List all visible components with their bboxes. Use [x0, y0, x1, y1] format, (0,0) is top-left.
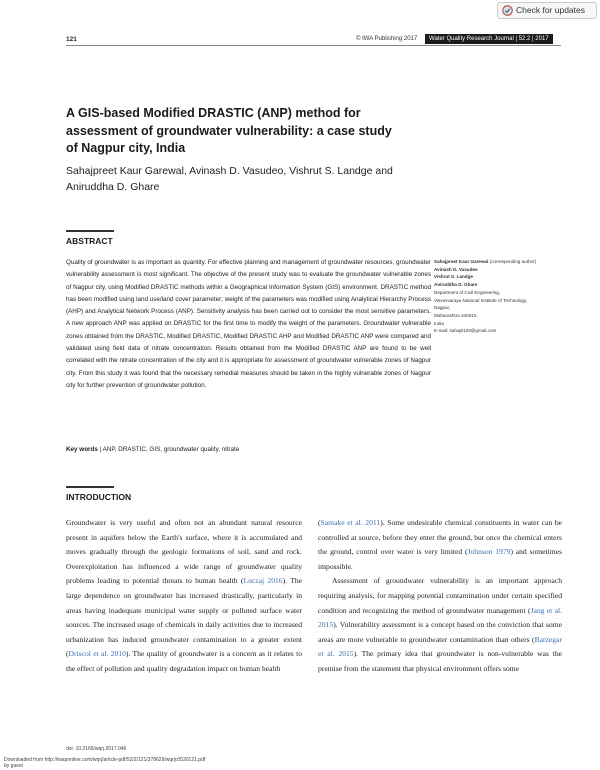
intro-left-column: Groundwater is very useful and often not an abundant natural resource present in aquifers below the Earth's surface, where it is accumulated and moves gradually through the geologic formations of soil, sand and rock. Overexploitation has influenced a wide range of groundwater quality problems leading to potential threats to human health (Luczaj 2016). The large dependence on groundwater has increased drastically, particularly in areas having inadequate municipal water supply or polluted surface water sources. The increased usage of chemicals in daily activities due to increased urbanization has induced groundwater contamination to a greater extent (Driscol et al. 2010). The quality of groundwater is a concern as it relates to the effect of pollution and quality degradation impact on human health — [66, 518, 302, 673]
abstract-rule — [66, 230, 114, 232]
download-note — [4, 757, 205, 769]
affil-author-4: Aniruddha D. Ghare — [434, 282, 478, 288]
citation-link[interactable]: Jang et al. 2015 — [318, 605, 563, 630]
citation-link[interactable]: Barzegar et al. 2015 — [318, 634, 562, 659]
keywords-values: | ANP, DRASTIC, GIS, groundwater quality, nitrate — [99, 446, 240, 453]
affil-author-3: Vishrut S. Landge — [434, 274, 473, 280]
check-for-updates-badge[interactable] — [497, 2, 597, 19]
header-rule — [66, 45, 561, 46]
affil-institute: Visvesvaraya National Institute of Technology, — [434, 297, 528, 303]
journal-banner: Water Quality Research Journal | 52.2 | 2017 — [425, 34, 553, 44]
affil-state: Maharashtra 440010, — [434, 312, 478, 318]
keywords-label: Key words — [66, 446, 98, 453]
affil-dept: Department of Civil Engineering, — [434, 289, 501, 295]
doi-line[interactable]: doi: 10.2166/wqrj.2017.046 — [66, 746, 127, 752]
intro-right-paragraph-2: Assessment of groundwater vulnerability is an important approach requiring analysis, for mapping potential contamination under certain specified condition and recognizing the method of groundwater management (Jang et al. 2015). Vulnerability assessment is a concept based on the conviction that some areas are more vulnerable to groundwater contamination than others (Barzegar et al. 2015). The primary idea that groundwater is non-vulnerable was the premise from the statement that physical environment offers some — [318, 576, 563, 673]
check-updates-icon — [502, 5, 513, 16]
author-list: Sahajpreet Kaur Garewal, Avinash D. Vasudeo, Vishrut S. Landge and Aniruddha D. Ghare — [66, 165, 393, 193]
affil-author-1: Sahajpreet Kaur Garewal (corresponding author) — [434, 259, 537, 264]
author-affiliations — [434, 258, 564, 335]
abstract-text: Quality of groundwater is as important as quantity. For effective planning and management of groundwater resources, groundwater vulnerability assessment is most significant. The objective of the present study was to evaluate the groundwater vulnerable zones of Nagpur city, using Modified DRASTIC methods within a Geographical Information System (GIS) environment. DRASTIC method has been modified using land use/land cover parameter; weight of the parameters was modified using Analytical Hierarchy Process (AHP) and Analytical Network Process (ANP). Sensitivity analysis has been carried out to consider the most sensitive parameters. A new approach ANP was applied on DRASTIC for the first time to modify the weight of the parameters. Groundwater vulnerable zones obtained from the DRASTIC, Modified DRASTIC, Modified DRASTIC AHP and Modified DRASTIC ANP were compared and validated using field data of nitrate concentration. Results obtained from the Modified DRASTIC ANP are found to be well correlated with the nitrate concentration of the city and it is appropriate for assessment of groundwater vulnerable zones of Nagpur city. From this study it was found that the necessary remedial measures should be taken in the highly vulnerable zones of Nagpur city for further prevention of groundwater pollution. — [66, 259, 431, 389]
affil-author-2: Avinash D. Vasudeo — [434, 266, 478, 272]
abstract-heading: ABSTRACT — [66, 236, 113, 246]
introduction-rule — [66, 486, 114, 488]
affil-city: Nagpur, — [434, 305, 451, 311]
download-url[interactable]: Downloaded from http://iwaponline.com/wqrj/article-pdf/52/2/121/378629/wqrjc0520121.pdf — [4, 757, 206, 763]
article-title: A GIS-based Modified DRASTIC (ANP) method for assessment of groundwater vulnerability: a case study of Nagpur city, India — [66, 106, 392, 155]
page-number: 121 — [66, 36, 77, 43]
introduction-heading: INTRODUCTION — [66, 492, 132, 502]
affil-email[interactable]: E-mail: sahaj0129@gmail.com — [434, 328, 497, 334]
affil-country: India — [434, 320, 444, 326]
citation-link[interactable]: Samake et al. 2011 — [320, 518, 381, 527]
publisher-line: © IWA Publishing 2017 — [356, 36, 418, 42]
citation-link[interactable]: Johnson 1979 — [467, 547, 511, 557]
intro-right-column: (Samake et al. 2011). Some undesirable chemical constituents in water can be controlled at source, before they enter the ground, but once the chemical enters the ground, control over water is very limited (Johnson 1979) and sometimes impossible. Assessment of groundwater vulnerability is an important approach requiring analysis, for mapping potential contamination under certain specified condition and recognizing the method of groundwater management (Jang et al. 2015). Vulnerability assessment is a concept based on the conviction that some areas are more vulnerable to groundwater contamination than others (Barzegar et al. 2015). The primary idea that groundwater is non-vulnerable was the premise from the statement that physical environment offers some — [318, 516, 562, 677]
download-by: by guest — [4, 763, 23, 769]
citation-link[interactable]: Luczaj 2016 — [243, 576, 283, 586]
check-for-updates-label: Check for updates — [516, 5, 585, 15]
keywords-line — [66, 446, 239, 453]
citation-link[interactable]: Driscol et al. 2010 — [68, 649, 126, 659]
